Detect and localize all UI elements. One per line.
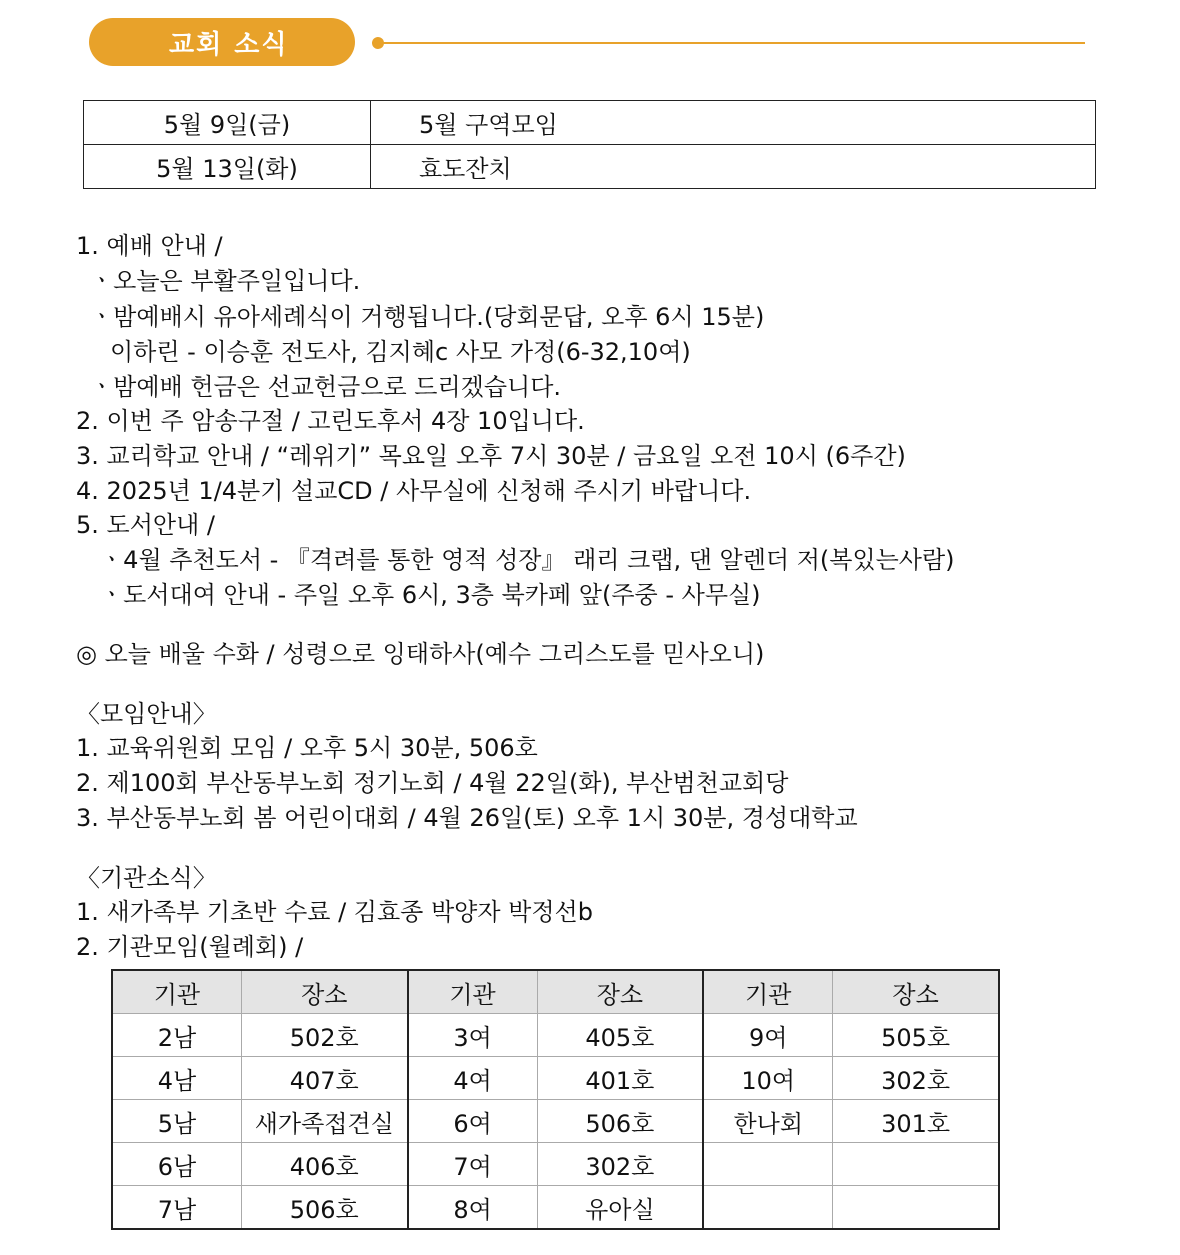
table-cell: 407호 [241,1057,407,1100]
sign-language-notice: ◎ 오늘 배울 수화 / 성령으로 잉태하사(예수 그리스도를 믿사오니) [76,640,765,668]
table-cell: 한나회 [703,1100,832,1143]
section-title-pill [89,18,355,66]
schedule-date: 5월 13일(화) [84,145,371,189]
column-header: 장소 [537,970,703,1014]
notice-item: ㆍ밤예배 헌금은 선교헌금으로 드리겠습니다. [90,373,562,401]
table-cell: 5남 [112,1100,241,1143]
table-row [112,1143,999,1186]
table-cell: 6여 [408,1100,537,1143]
table-cell [833,1186,999,1230]
table-row [112,1186,999,1230]
notice-item: ㆍ도서대여 안내 - 주일 오후 6시, 3층 북카페 앞(주중 - 사무실) [100,581,761,609]
table-row [112,1014,999,1057]
schedule-date: 5월 9일(금) [84,101,371,145]
table-cell: 401호 [537,1057,703,1100]
table-cell: 502호 [241,1014,407,1057]
notice-item: ㆍ4월 추천도서 - 『격려를 통한 영적 성장』 래리 크랩, 댄 알렌더 저(복있는사람) [100,546,955,574]
table-cell [703,1186,832,1230]
table-cell: 7남 [112,1186,241,1230]
group-places-table [111,969,1000,1230]
table-cell: 301호 [833,1100,999,1143]
table-header-row [112,970,999,1014]
table-cell: 302호 [537,1143,703,1186]
table-cell: 6남 [112,1143,241,1186]
schedule-table [83,100,1096,189]
column-header: 기관 [703,970,832,1014]
table-cell: 406호 [241,1143,407,1186]
table-cell: 유아실 [537,1186,703,1230]
table-cell: 10여 [703,1057,832,1100]
table-cell: 506호 [537,1100,703,1143]
meeting-item: 3. 부산동부노회 봄 어린이대회 / 4월 26일(토) 오후 1시 30분, 경성대학교 [76,804,858,832]
notice-doctrine-school: 3. 교리학교 안내 / “레위기” 목요일 오후 7시 30분 / 금요일 오전 10시 (6주간) [76,442,906,470]
table-cell: 8여 [408,1186,537,1230]
meeting-item: 1. 교육위원회 모임 / 오후 5시 30분, 506호 [76,734,538,762]
table-cell: 405호 [537,1014,703,1057]
schedule-event: 효도잔치 [371,145,1096,189]
group-item: 1. 새가족부 기초반 수료 / 김효종 박양자 박정선b [76,898,593,926]
table-cell: 302호 [833,1057,999,1100]
column-header: 장소 [833,970,999,1014]
table-row [84,145,1096,189]
meeting-item: 2. 제100회 부산동부노회 정기노회 / 4월 22일(화), 부산범천교회당 [76,769,789,797]
table-cell [703,1143,832,1186]
title-rule [382,42,1085,44]
table-cell: 4남 [112,1057,241,1100]
notice-item-continued: 이하린 - 이승훈 전도사, 김지혜c 사모 가정(6-32,10여) [110,338,691,366]
notice-worship-heading: 1. 예배 안내 / [76,232,223,260]
table-cell [833,1143,999,1186]
table-cell: 9여 [703,1014,832,1057]
table-cell: 2남 [112,1014,241,1057]
notice-books-heading: 5. 도서안내 / [76,511,215,539]
notice-item: ㆍ밤예배시 유아세례식이 거행됩니다.(당회문답, 오후 6시 15분) [90,303,765,331]
table-cell: 4여 [408,1057,537,1100]
column-header: 기관 [408,970,537,1014]
schedule-event: 5월 구역모임 [371,101,1096,145]
table-row [112,1057,999,1100]
notice-sermon-cd: 4. 2025년 1/4분기 설교CD / 사무실에 신청해 주시기 바랍니다. [76,477,752,505]
notice-memory-verse: 2. 이번 주 암송구절 / 고린도후서 4장 10입니다. [76,407,585,435]
groups-heading: 〈기관소식〉 [76,864,217,892]
table-cell: 7여 [408,1143,537,1186]
table-cell: 3여 [408,1014,537,1057]
table-cell: 새가족접견실 [241,1100,407,1143]
section-title: 교회 소식 [169,29,289,60]
table-cell: 505호 [833,1014,999,1057]
notice-item: ㆍ오늘은 부활주일입니다. [90,267,361,295]
table-cell: 506호 [241,1186,407,1230]
meetings-heading: 〈모임안내〉 [76,700,217,728]
column-header: 장소 [241,970,407,1014]
group-item: 2. 기관모임(월례회) / [76,933,304,961]
column-header: 기관 [112,970,241,1014]
table-row [84,101,1096,145]
table-row [112,1100,999,1143]
